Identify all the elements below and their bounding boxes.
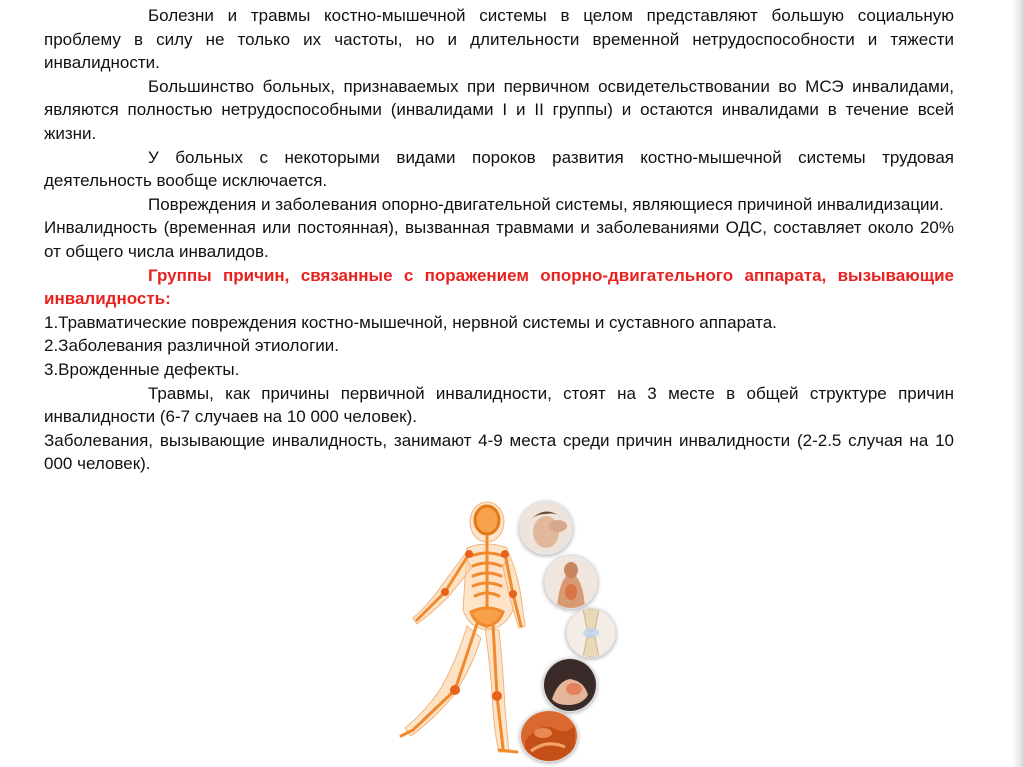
knee-joint-photo xyxy=(566,608,616,658)
paragraph-2: Большинство больных, признаваемых при первичном освидетельствовании во МСЭ инвалидами, являются полностью нетрудоспособными (инвалидами I и II группы) и остаются инвалидами в течение всей жизни. xyxy=(44,76,954,143)
paragraph-6: Травмы, как причины первичной инвалидности, стоят на 3 месте в общей структуре причин инвалидности (6-7 случаев на 10 000 человек). xyxy=(44,383,954,427)
text-block xyxy=(44,4,954,476)
paragraph-3: У больных с некоторыми видами пороков развития костно-мышечной системы трудовая деятельность вообще исключается. xyxy=(44,147,954,191)
list-item-3: 3.Врожденные дефекты. xyxy=(44,359,240,379)
back-pain-photo xyxy=(544,555,598,609)
paragraph-7: Заболевания, вызывающие инвалидность, занимают 4-9 места среди причин инвалидности (2-2.5 случая на 10 000 человек). xyxy=(44,430,954,474)
hand-joint-photo xyxy=(543,658,597,712)
paragraph-5: Инвалидность (временная или постоянная), вызванная травмами и заболеваниями ОДС, составляет около 20% от общего числа инвалидов. xyxy=(44,218,954,261)
paragraph-1: Болезни и травмы костно-мышечной системы в целом представляют большую социальную проблему в силу не только их частоты, но и длительности временной нетрудоспособности и тяжести инвалидности. xyxy=(44,6,954,73)
paragraph-4: Повреждения и заболевания опорно-двигательной системы, являющиеся причиной инвалидизации. xyxy=(148,194,944,214)
head-pain-photo xyxy=(519,501,573,555)
list-item-1: 1.Травматические повреждения костно-мышечной, нервной системы и суставного аппарата. xyxy=(44,312,777,332)
list-item-2: 2.Заболевания различной этиологии. xyxy=(44,336,340,356)
muscle-anatomy-photo xyxy=(520,710,578,762)
section-heading: Группы причин, связанные с поражением опорно-двигательного аппарата, вызывающие инвалидность: xyxy=(44,265,954,309)
page-edge-shadow xyxy=(1012,0,1024,767)
